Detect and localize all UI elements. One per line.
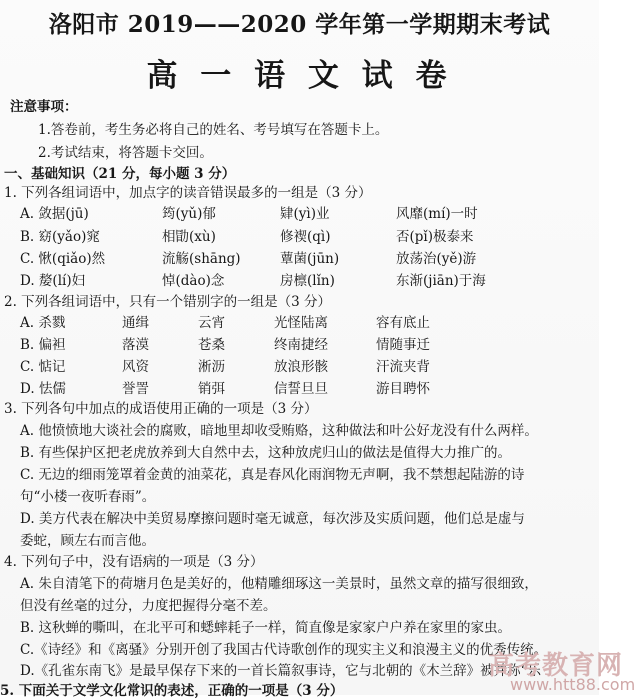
watermark: [488, 645, 635, 695]
q1-d-3: 房檩(lǐn): [280, 273, 335, 289]
q2-a-3: 云宵: [198, 315, 225, 331]
q4-line-2: 但没有丝毫的过分，力度把握得分毫不差。: [20, 598, 277, 614]
exam-subtitle: 高 一 语 文 试 卷: [146, 58, 453, 94]
q1-d-1: D. 嫠(lí)妇: [20, 273, 86, 289]
q2-c-5: 汗流夹背: [376, 359, 430, 375]
q1-a-1: A. 敛据(jū): [20, 206, 89, 222]
q2-c-3: 淅沥: [198, 359, 225, 375]
question-4-stem: 4. 下列句子中，没有语病的一项是（3 分）: [4, 554, 264, 570]
question-5-stem: 5. 下面关于文学文化常识的表述，正确的一项是（3 分）: [0, 683, 344, 699]
q1-b-4: 否(pǐ)极泰来: [396, 229, 474, 245]
notice-item-1: 1.答卷前，考生务必将自己的姓名、考号填写在答题卡上。: [38, 122, 389, 138]
q2-b-1: B. 偏袒: [20, 337, 66, 353]
q4-line-1: A. 朱自清笔下的荷塘月色是美好的，他精雕细琢这一美景时，虽然文章的描写很细致，: [20, 576, 538, 592]
q2-c-4: 放浪形骸: [274, 359, 328, 375]
q2-a-4: 光怪陆离: [274, 315, 328, 331]
section-heading: 一、基础知识（21 分，每小题 3 分）: [4, 166, 236, 182]
q3-line-6: 委蛇，顾左右而言他。: [20, 533, 155, 549]
q2-d-2: 誉詈: [122, 381, 149, 397]
q2-a-2: 通缉: [122, 315, 149, 331]
q2-b-5: 情随事迁: [376, 337, 430, 353]
q4-line-4: C.《诗经》和《离骚》分别开创了我国古代诗歌创作的现实主义和浪漫主义的优秀传统。: [20, 642, 548, 658]
watermark-url: www.htt88.com: [510, 675, 635, 694]
q1-b-3: 修褉(qì): [280, 229, 331, 245]
q2-c-2: 风资: [122, 359, 149, 375]
notice-item-2: 2.考试结束，将答题卡交回。: [38, 145, 213, 161]
q1-c-2: 流觞(shāng): [162, 251, 241, 267]
exam-title: 洛阳市 2019——2020 学年第一学期期末考试: [48, 11, 551, 38]
q2-d-5: 游目聘怀: [376, 381, 430, 397]
q1-b-2: 相勖(xù): [162, 229, 216, 245]
q3-line-4: 句“小楼一夜听春雨”。: [20, 489, 156, 505]
q1-a-4: 风靡(mí)一时: [396, 206, 478, 222]
q2-c-1: C. 惦记: [20, 359, 66, 375]
q2-b-2: 落漠: [122, 337, 149, 353]
question-2-stem: 2. 下列各组词语中，只有一个错别字的一组是（3 分）: [4, 294, 332, 310]
q2-d-1: D. 怯儒: [20, 381, 66, 397]
q1-c-1: C. 愀(qiǎo)然: [20, 251, 106, 267]
q2-b-4: 终南捷经: [274, 337, 328, 353]
q3-line-3: C. 无边的细雨笼罩着金黄的油菜花，真是春风化雨润物无声啊，我不禁想起陆游的诗: [20, 467, 525, 483]
q1-a-3: 肄(yì)业: [280, 206, 330, 222]
q2-d-4: 信誓旦旦: [274, 381, 328, 397]
q1-c-4: 放荡治(yě)游: [396, 251, 477, 267]
notice-heading: 注意事项：: [10, 99, 78, 115]
q3-line-2: B. 有些保护区把老虎放养到大自然中去，这种放虎归山的做法是值得大力推广的。: [20, 445, 512, 461]
q3-line-5: D. 美方代表在解决中美贸易摩擦问题时毫无诚意，每次涉及实质问题，他们总是虚与: [20, 511, 525, 527]
q2-b-3: 苍桑: [198, 337, 225, 353]
question-1-stem: 1. 下列各组词语中，加点字的读音错误最多的一组是（3 分）: [4, 185, 372, 201]
watermark-logo: 高考教育网: [488, 651, 624, 681]
q1-d-4: 东渐(jiān)于海: [396, 273, 486, 289]
question-3-stem: 3. 下列各句中加点的成语使用正确的一项是（3 分）: [4, 401, 318, 417]
q1-b-1: B. 窈(yǎo)窕: [20, 229, 100, 245]
q1-c-3: 蕈菌(jūn): [280, 251, 340, 267]
q1-d-2: 悼(dào)念: [162, 273, 225, 289]
q3-line-1: A. 他愤愤地大谈社会的腐败，暗地里却收受贿赂，这种做法和叶公好龙没有什么两样。: [20, 423, 538, 439]
q4-line-5: D.《孔雀东南飞》是最早保存下来的一首长篇叙事诗，它与北朝的《木兰辞》被并称“乐: [20, 663, 542, 679]
q2-a-1: A. 杀戮: [20, 315, 66, 331]
q2-a-5: 容有底止: [376, 315, 430, 331]
q1-a-2: 筠(yǔ)郁: [162, 206, 216, 222]
q4-line-3: B. 这秋蝉的嘶叫，在北平可和蟋蟀耗子一样，简直像是家家户户养在家里的家虫。: [20, 620, 512, 636]
q2-d-3: 销弭: [198, 381, 225, 397]
